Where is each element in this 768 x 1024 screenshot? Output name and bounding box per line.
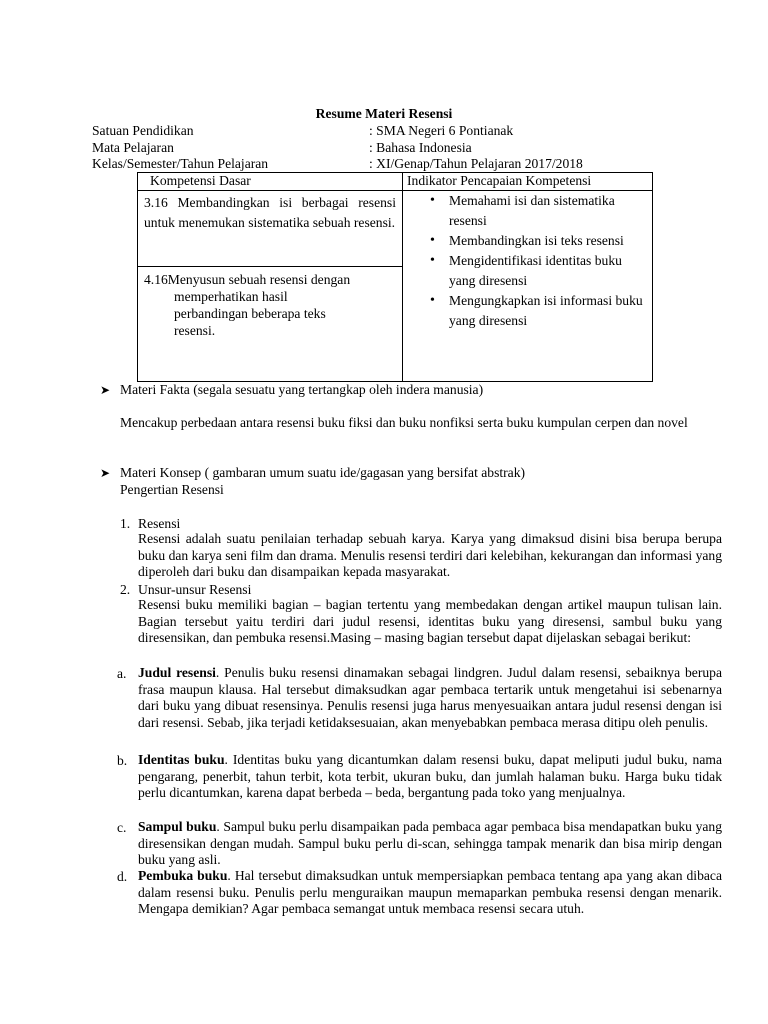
table-header-indikator: Indikator Pencapaian Kompetensi <box>403 173 653 191</box>
indicator-list <box>403 191 648 331</box>
info-value-mapel: : Bahasa Indonesia <box>369 140 472 155</box>
sub-item-letter: d. <box>117 869 128 884</box>
kd-4-16 <box>144 267 396 339</box>
sub-item-term: Sampul buku <box>138 819 217 834</box>
kd-4-16-line: perbandingan beberapa teks <box>174 306 326 321</box>
info-value-satuan: : SMA Negeri 6 Pontianak <box>369 123 514 138</box>
kd-3-16: 3.16 Membandingkan isi berbagai resensi untuk menemukan sistematika sebuah resensi. <box>138 193 402 267</box>
info-label-mapel: Mata Pelajaran <box>92 140 174 155</box>
info-label-kelas: Kelas/Semester/Tahun Pelajaran <box>92 156 269 171</box>
competency-table <box>137 172 653 382</box>
sub-item-text: Judul resensi. Penulis buku resensi dinamakan sebagai lindgren. Judul dalam resensi, sebaiknya berupa frasa maupun klausa. Hal tersebut dimaksudkan agar pembaca tertarik untuk mengetahui isi sebenarnya dari buku yang dibuat resensinya. Penulis resensi juga harus menyesuaikan antara judul resensi dengan isi dari resensi. Sebab, jika terjadi ketidaksesuaian, akan menyebabkan pembaca merasa ditipu oleh penulis. <box>138 665 722 730</box>
sub-item-term: Judul resensi <box>138 665 216 680</box>
sub-item-term: Pembuka buku <box>138 868 228 883</box>
kd-4-16-line: 4.16Menyusun sebuah resensi dengan <box>144 272 351 287</box>
table-header-kd: Kompetensi Dasar <box>138 173 403 191</box>
indicator-cell <box>403 191 653 382</box>
pengertian-heading: Pengertian Resensi <box>120 482 224 497</box>
item-title: Unsur-unsur Resensi <box>138 582 252 597</box>
materi-konsep-heading: Materi Konsep ( gambaran umum suatu ide/gagasan yang bersifat abstrak) <box>120 465 526 480</box>
materi-fakta-text: Mencakup perbedaan antara resensi buku fiksi dan buku nonfiksi serta buku kumpulan cerpen dan novel <box>120 415 688 430</box>
info-value-kelas: : XI/Genap/Tahun Pelajaran 2017/2018 <box>369 156 583 171</box>
item-text: Resensi adalah suatu penilaian terhadap sebuah karya. Karya yang dimaksud disini bisa berupa berupa buku dan karya seni film dan drama. Menulis resensi terdiri dari kelebihan, kekurangan dan informasi yang diperoleh dari buku dan disampaikan kepada masyarakat. <box>138 531 722 579</box>
indicator-item: • Memahami isi dan sistematika resensi <box>403 191 648 231</box>
sub-item-term: Identitas buku <box>138 752 225 767</box>
sub-item-text: Pembuka buku. Hal tersebut dimaksudkan untuk mempersiapkan pembaca tentang apa yang akan dibaca dalam resensi buku. Penulis perlu menguraikan maupun memaparkan pembuka resensi dengan menarik. Mengapa demikian? Agar pembaca semangat untuk membaca resensi secara utuh. <box>138 868 722 916</box>
arrow-bullet-icon: ➤ <box>100 466 111 480</box>
arrow-bullet-icon: ➤ <box>100 383 111 397</box>
indicator-item: • Mengungkapkan isi informasi buku yang diresensi <box>403 291 648 331</box>
indicator-item: • Mengidentifikasi identitas buku yang diresensi <box>403 251 648 291</box>
sub-item-text: Sampul buku. Sampul buku perlu disampaikan pada pembaca agar pembaca bisa mendapatkan buku yang diresensikan dengan mudah. Sampul buku perlu di-scan, sehingga tampak menarik dan bisa mirip dengan buku yang asli. <box>138 819 722 867</box>
page-title: Resume Materi Resensi <box>315 106 453 121</box>
indicator-item: • Membandingkan isi teks resensi <box>403 231 648 251</box>
sub-item-letter: b. <box>117 753 128 768</box>
sub-item-letter: a. <box>117 666 127 681</box>
item-number: 1. <box>120 516 131 531</box>
item-number: 2. <box>120 582 131 597</box>
item-text: Resensi buku memiliki bagian – bagian tertentu yang membedakan dengan artikel maupun tulisan lain. Bagian tersebut yaitu terdiri dari judul resensi, identitas buku yang diresensi, sambul buku yang diresensikan, dan pembuka resensi.Masing – masing bagian tersebut dapat dijelaskan sebagai berikut: <box>138 597 722 645</box>
sub-item-text: Identitas buku. Identitas buku yang dicantumkan dalam resensi buku, dapat meliputi judul buku, nama pengarang, penerbit, tahun terbit, kota terbit, ukuran buku, dan jumlah halaman buku. Harga buku tidak perlu dicantumkan, karena dapat berbeda – beda, bergantung pada toko yang menjualnya. <box>138 752 722 800</box>
kd-cell <box>138 191 403 382</box>
item-title: Resensi <box>138 516 181 531</box>
kd-4-16-line: resensi. <box>174 323 216 338</box>
kd-4-16-line: memperhatikan hasil <box>174 289 288 304</box>
materi-fakta-heading: Materi Fakta (segala sesuatu yang tertangkap oleh indera manusia) <box>120 382 484 397</box>
sub-item-letter: c. <box>117 820 127 835</box>
info-label-satuan: Satuan Pendidikan <box>92 123 194 138</box>
